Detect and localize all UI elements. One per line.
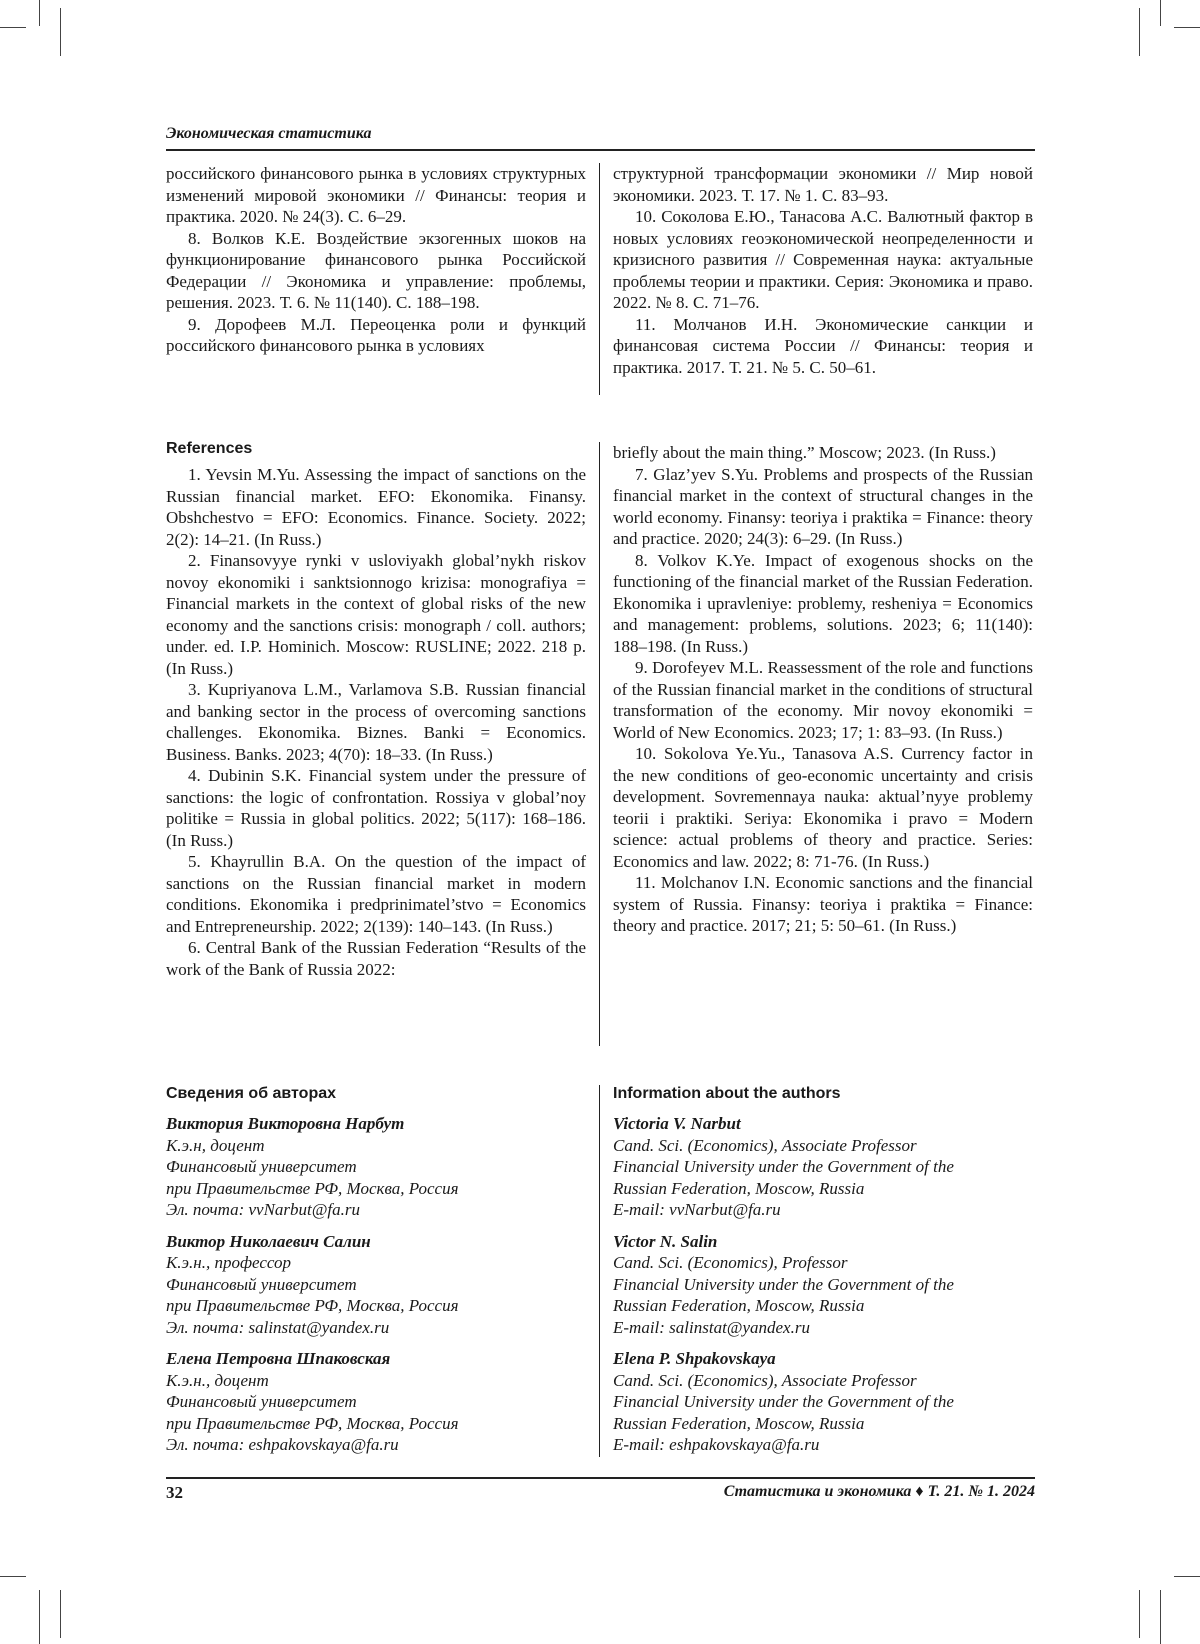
- crop-mark: [0, 27, 26, 28]
- reference-entry: briefly about the main thing.” Moscow; 2023. (In Russ.): [613, 443, 996, 462]
- column-divider: [599, 163, 600, 395]
- reference-entry: 7. Glaz’yev S.Yu. Problems and prospects of the Russian financial market in the context of structural changes in the world economy. Finansy: teoriya i praktika = Finance: theory and practice. 2020; 24(3): 6–29. (In Russ.): [613, 464, 1033, 548]
- author-name: Елена Петровна Шпаковская: [166, 1349, 391, 1368]
- references-title: References: [166, 440, 253, 457]
- column-divider: [599, 1085, 600, 1457]
- author-detail: E-mail: vvNarbut@fa.ru: [613, 1200, 781, 1219]
- author-detail: Cand. Sci. (Economics), Associate Professor: [613, 1370, 917, 1390]
- author-detail: при Правительстве РФ, Москва, Россия: [166, 1178, 459, 1198]
- crop-mark: [39, 0, 40, 26]
- crop-mark: [60, 8, 61, 56]
- author-detail: Russian Federation, Moscow, Russia: [613, 1178, 865, 1198]
- reference-entry: 8. Волков К.Е. Воздействие экзогенных шоков на функционирование финансового рынка Российской Федерации // Экономика и управление: проблемы, решения. 2023. Т. 6. № 11(140). С. 188–198.: [166, 228, 586, 312]
- author-card: [166, 1113, 586, 1221]
- author-name: Виктория Викторовна Нарбут: [166, 1114, 405, 1133]
- reference-entry: 11. Молчанов И.Н. Экономические санкции и финансовая система России // Финансы: теория и практика. 2017. Т. 21. № 5. С. 50–61.: [613, 314, 1033, 377]
- author-detail: Финансовый университет: [166, 1274, 357, 1294]
- author-detail: Cand. Sci. (Economics), Associate Professor: [613, 1135, 917, 1155]
- reference-entry: 10. Соколова Е.Ю., Танасова А.С. Валютный фактор в новых условиях геоэкономической неопределенности и кризисного развития // Современная наука: актуальные проблемы теории и практики. Серия: Экономика и право. 2022. № 8. С. 71–76.: [613, 207, 1033, 312]
- references-left-column: [166, 438, 586, 980]
- author-detail: Financial University under the Government of the: [613, 1157, 954, 1176]
- crop-mark: [1174, 27, 1200, 28]
- reference-entry: 3. Kupriyanova L.M., Varlamova S.B. Russian financial and banking sector in the process of overcoming sanctions challenges. Ekonomika. Biznes. Banki = Economics. Business. Banks. 2023; 4(70): 18–33. (In Russ.): [166, 680, 586, 764]
- author-detail: Financial University under the Government of the: [613, 1274, 954, 1294]
- reference-entry: российского финансового рынка в условиях структурных изменений мировой экономики // Финансы: теория и практика. 2020. № 24(3). С. 6–29.: [166, 164, 586, 226]
- crop-mark: [60, 1590, 61, 1638]
- reference-entry: 9. Dorofeyev M.L. Reassessment of the role and functions of the Russian financial market in the conditions of structural transformation of the economy. Mir novoy ekonomiki = World of New Economics. 2023; 17; 1: 83–93. (In Russ.): [613, 658, 1033, 742]
- author-detail: при Правительстве РФ, Москва, Россия: [166, 1296, 459, 1315]
- reference-entry: 9. Дорофеев М.Л. Переоценка роли и функций российского финансового рынка в условиях: [166, 314, 586, 355]
- reference-entry: 1. Yevsin M.Yu. Assessing the impact of sanctions on the Russian financial market. EFO: Ekonomika. Finansy. Obshchestvo = EFO: Economics. Finance. Society. 2022; 2(2): 14–21. (In Russ.): [166, 465, 586, 549]
- author-detail: E-mail: eshpakovskaya@fa.ru: [613, 1435, 820, 1454]
- references-left-list: [166, 464, 586, 980]
- reference-entry: структурной трансформации экономики // Мир новой экономики. 2023. Т. 17. № 1. С. 83–93.: [613, 164, 1033, 205]
- author-card: [613, 1348, 1033, 1456]
- author-detail: Финансовый университет: [166, 1157, 357, 1176]
- page-number: 32: [166, 1483, 183, 1502]
- authors-en-column: [613, 1083, 1033, 1456]
- author-detail: Cand. Sci. (Economics), Professor: [613, 1253, 848, 1272]
- reference-entry: 8. Volkov K.Ye. Impact of exogenous shocks on the functioning of the financial market of the Russian Federation. Ekonomika i upravleniye: problemy, resheniya = Economics and management: problems, solutions. 2023; 6; 11(140): 188–198. (In Russ.): [613, 550, 1033, 656]
- footer-rule: [166, 1477, 1035, 1479]
- crop-mark: [1160, 0, 1161, 26]
- authors-ru-title: Сведения об авторах: [166, 1085, 337, 1102]
- authors-ru-list: [166, 1113, 586, 1456]
- authors-en-title: Information about the authors: [613, 1085, 841, 1102]
- author-detail: Russian Federation, Moscow, Russia: [613, 1296, 865, 1315]
- column-divider: [599, 442, 600, 1046]
- reference-entry: 11. Molchanov I.N. Economic sanctions and the financial system of Russia. Finansy: teoriya i praktika = Finance: theory and practice. 2017; 21; 5: 50–61. (In Russ.): [613, 873, 1033, 935]
- author-detail: Russian Federation, Moscow, Russia: [613, 1413, 865, 1433]
- reference-entry: 2. Finansovyye rynki v usloviyakh global’nykh riskov novoy ekonomiki i sanktsionnogo krizisa: monografiya = Financial markets in the context of global risks of the new economy and the sanctions crisis: monograph / coll. authors; under. ed. I.P. Hominich. Moscow: RUSLINE; 2022. 218 p. (In Russ.): [166, 551, 586, 678]
- diamond-icon: ♦: [915, 1483, 924, 1500]
- reference-entry: 10. Sokolova Ye.Yu., Tanasova A.S. Currency factor in the new conditions of geo-economic uncertainty and crisis development. Sovremennaya nauka: aktual’nyye problemy teorii i praktiki. Seriya: Ekonomika i pravo = Modern science: actual problems of theory and practice. Series: Economics and law. 2022; 8: 71-76. (In Russ.): [613, 744, 1033, 871]
- authors-en-list: [613, 1113, 1033, 1456]
- author-detail: Финансовый университет: [166, 1392, 357, 1411]
- author-detail: К.э.н., профессор: [166, 1253, 292, 1272]
- crop-mark: [0, 1576, 26, 1577]
- author-detail: Эл. почта: eshpakovskaya@fa.ru: [166, 1435, 399, 1454]
- ru-refs-right-column: [613, 163, 1033, 378]
- crop-mark: [1139, 8, 1140, 56]
- running-head: Экономическая статистика: [166, 125, 372, 142]
- reference-entry: 5. Khayrullin B.A. On the question of the impact of sanctions on the Russian financial market in modern conditions. Ekonomika i predprinimatel’stvo = Economics and Entrepreneurship. 2022; 2(139): 140–143. (In Russ.): [166, 852, 586, 936]
- journal-info: [724, 1483, 1035, 1501]
- header-rule: [166, 149, 1035, 151]
- author-card: [166, 1231, 586, 1339]
- author-name: Виктор Николаевич Салин: [166, 1231, 371, 1251]
- crop-mark: [1174, 1576, 1200, 1577]
- author-name: Victor N. Salin: [613, 1231, 718, 1251]
- author-card: [166, 1348, 586, 1456]
- reference-entry: 4. Dubinin S.K. Financial system under the pressure of sanctions: the logic of confrontation. Rossiya v global’noy politike = Russia in global politics. 2022; 5(117): 168–186. (In Russ.): [166, 766, 586, 850]
- author-detail: при Правительстве РФ, Москва, Россия: [166, 1413, 459, 1433]
- crop-mark: [1139, 1590, 1140, 1638]
- author-detail: Эл. почта: vvNarbut@fa.ru: [166, 1200, 360, 1219]
- author-name: Elena P. Shpakovskaya: [613, 1349, 776, 1368]
- reference-entry: 6. Central Bank of the Russian Federation “Results of the work of the Bank of Russia 2022:: [166, 938, 586, 979]
- journal-issue: Т. 21. № 1. 2024: [927, 1483, 1035, 1500]
- journal-title: Статистика и экономика: [723, 1483, 912, 1500]
- authors-ru-column: [166, 1083, 586, 1456]
- author-detail: К.э.н, доцент: [166, 1135, 265, 1155]
- crop-mark: [1160, 1590, 1161, 1644]
- author-detail: E-mail: salinstat@yandex.ru: [613, 1317, 810, 1337]
- references-right-column: [613, 442, 1033, 937]
- crop-mark: [39, 1590, 40, 1644]
- author-detail: К.э.н., доцент: [166, 1370, 269, 1390]
- author-card: [613, 1231, 1033, 1339]
- ru-refs-left-column: [166, 163, 586, 357]
- author-detail: Эл. почта: salinstat@yandex.ru: [166, 1317, 390, 1337]
- author-name: Victoria V. Narbut: [613, 1114, 741, 1133]
- author-card: [613, 1113, 1033, 1221]
- author-detail: Financial University under the Government of the: [613, 1392, 954, 1411]
